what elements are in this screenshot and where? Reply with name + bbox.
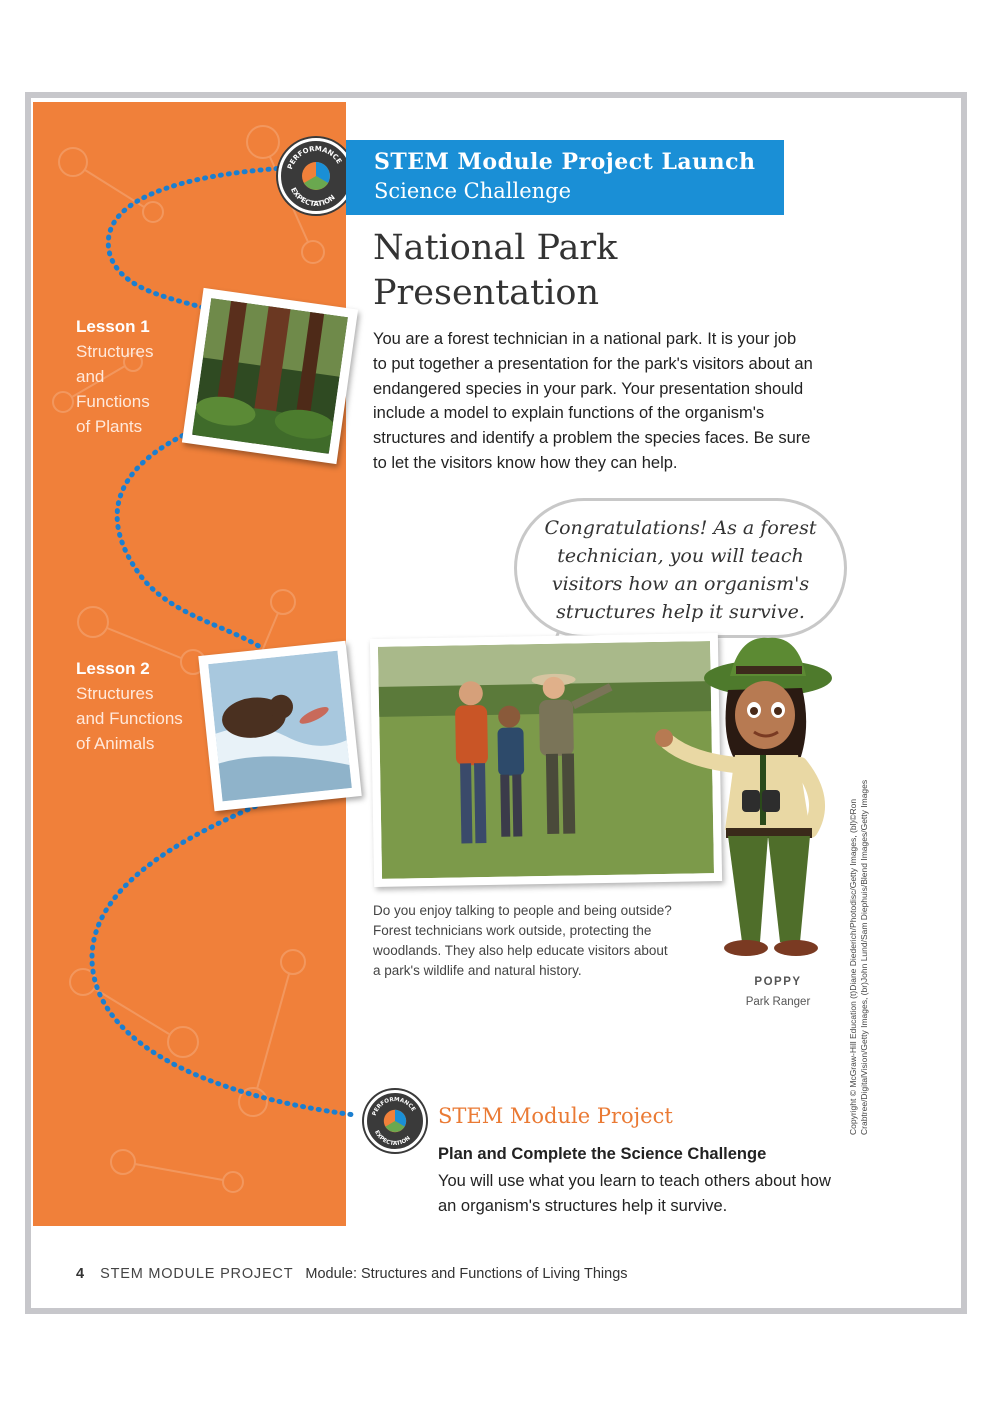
- banner-title: STEM Module Project Launch: [374, 149, 756, 175]
- page-title-line-2: Presentation: [373, 273, 600, 313]
- page-footer: [76, 1266, 628, 1282]
- svg-text:EXPECTATION: EXPECTATION: [373, 1129, 412, 1148]
- lesson-title: Structures and Functions of Plants: [76, 342, 154, 436]
- page-number: 4: [76, 1266, 85, 1282]
- svg-text:PERFORMANCE: PERFORMANCE: [371, 1096, 417, 1117]
- photo-credits: Copyright © McGraw-Hill Education (t)Diane Diederich/Photodisc/Getty Images, (bl)©Ron Crabtree/DigitalVision/Getty Images, (br)John Lund/Sam Diephuis/Blend Images/Getty Images: [848, 779, 869, 1135]
- svg-text:PERFORMANCE: PERFORMANCE: [286, 144, 344, 171]
- stem-project-heading: Plan and Complete the Science Challenge: [438, 1145, 767, 1163]
- banner-subtitle: Science Challenge: [374, 179, 572, 203]
- stem-project-title: STEM Module Project: [438, 1104, 673, 1128]
- badge-icon: [367, 1093, 423, 1149]
- footer-module: Module: Structures and Functions of Living Things: [305, 1266, 628, 1282]
- lesson-number: Lesson 1: [76, 317, 150, 336]
- speech-bubble: Congratulations! As a forest technician, you will teach visitors how an organism's structures help it survive.: [514, 498, 847, 638]
- intro-paragraph: You are a forest technician in a national park. It is your job to put together a presentation for the park's visitors about an endangered species in your park. Your presentation should include a model to explain functions of the organism's structures and identify a problem the species faces. Be sure to let the visitors know how they can help.: [373, 330, 813, 472]
- photo-caption: Do you enjoy talking to people and being outside? Forest technicians work outside, protecting the woodlands. They also help educate visitors about a park's wildlife and natural history.: [373, 903, 672, 978]
- svg-text:EXPECTATION: EXPECTATION: [289, 186, 337, 209]
- stem-project-text: You will use what you learn to teach others about how an organism's structures help it survive.: [438, 1172, 831, 1215]
- poppy-character-illustration: [650, 630, 850, 970]
- footer-section: STEM MODULE PROJECT: [100, 1266, 294, 1282]
- lesson-title: Structures and Functions of Animals: [76, 684, 183, 753]
- character-role: Park Ranger: [745, 996, 811, 1008]
- lesson-number: Lesson 2: [76, 659, 150, 678]
- character-name: POPPY: [754, 976, 802, 988]
- performance-expectation-badge-small: [364, 1090, 426, 1152]
- page-title-line-1: National Park: [373, 228, 618, 268]
